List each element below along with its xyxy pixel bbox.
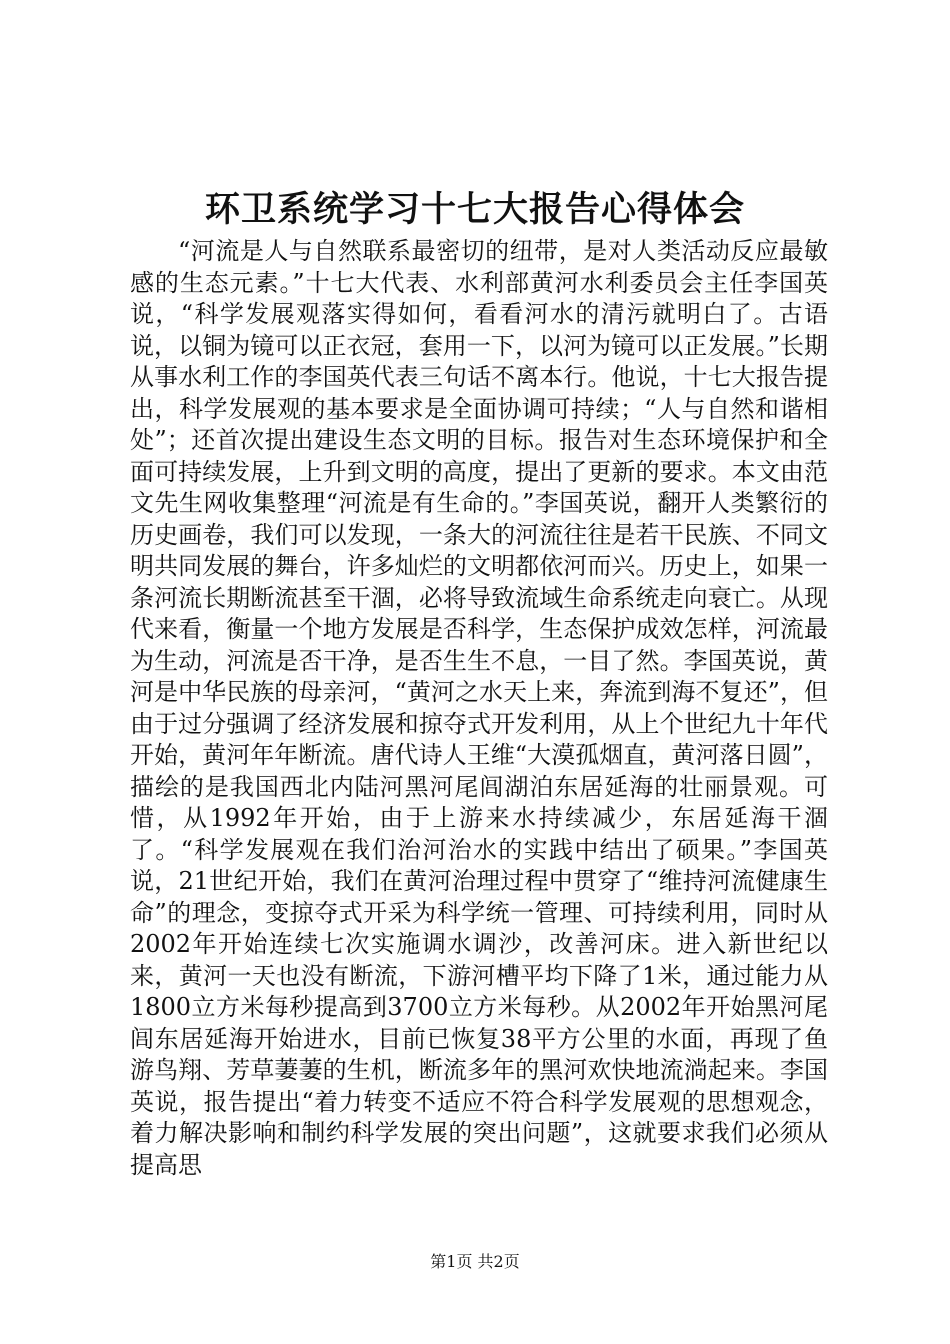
page-number-footer: 第1页 共2页 (430, 1252, 520, 1271)
document-body-paragraph: “河流是人与自然联系最密切的纽带，是对人类活动反应最敏感的生态元素。”十七大代表、水利部黄河水利委员会主任李国英说，“科学发展观落实得如何，看看河水的清污就明白了。古语说，以铜为镜可以正衣冠，套用一下，以河为镜可以正发展。”长期从事水利工作的李国英代表三句话不离本行。他说，十七大报告提出，科学发展观的基本要求是全面协调可持续；“人与自然和谐相处”；还首次提出建设生态文明的目标。报告对生态环境保护和全面可持续发展，上升到文明的高度，提出了更新的要求。本文由范文先生网收集整理“河流是有生命的。”李国英说，翻开人类繁衍的历史画卷，我们可以发现，一条大的河流往往是若干民族、不同文明共同发展的舞台，许多灿烂的文明都依河而兴。历史上，如果一条河流长期断流甚至干涸，必将导致流域生命系统走向衰亡。从现代来看，衡量一个地方发展是否科学，生态保护成效怎样，河流最为生动，河流是否干净，是否生生不息，一目了然。李国英说，黄河是中华民族的母亲河，“黄河之水天上来，奔流到海不复还”，但由于过分强调了经济发展和掠夺式开发利用，从上个世纪九十年代开始，黄河年年断流。唐代诗人王维“大漠孤烟直，黄河落日圆”，描绘的是我国西北内陆河黑河尾闾湖泊东居延海的壮丽景观。可惜，从1992年开始，由于上游来水持续减少，东居延海干涸了。“科学发展观在我们治河治水的实践中结出了硕果。”李国英说，21世纪开始，我们在黄河治理过程中贯穿了“维持河流健康生命”的理念，变掠夺式开采为科学统一管理、可持续利用，同时从2002年开始连续七次实施调水调沙，改善河床。进入新世纪以来，黄河一天也没有断流，下游河槽平均下降了1米，通过能力从1800立方米每秒提高到3700立方米每秒。从2002年开始黑河尾闾东居延海开始进水，目前已恢复38平方公里的水面，再现了鱼游鸟翔、芳草萋萋的生机，断流多年的黑河欢快地流淌起来。李国英说，报告提出“着力转变不适应不符合科学发展观的思想观念，着力解决影响和制约科学发展的突出问题”，这就要求我们必须从提高思 (130, 237, 828, 1179)
document-title: 环卫系统学习十七大报告心得体会 (204, 189, 745, 230)
